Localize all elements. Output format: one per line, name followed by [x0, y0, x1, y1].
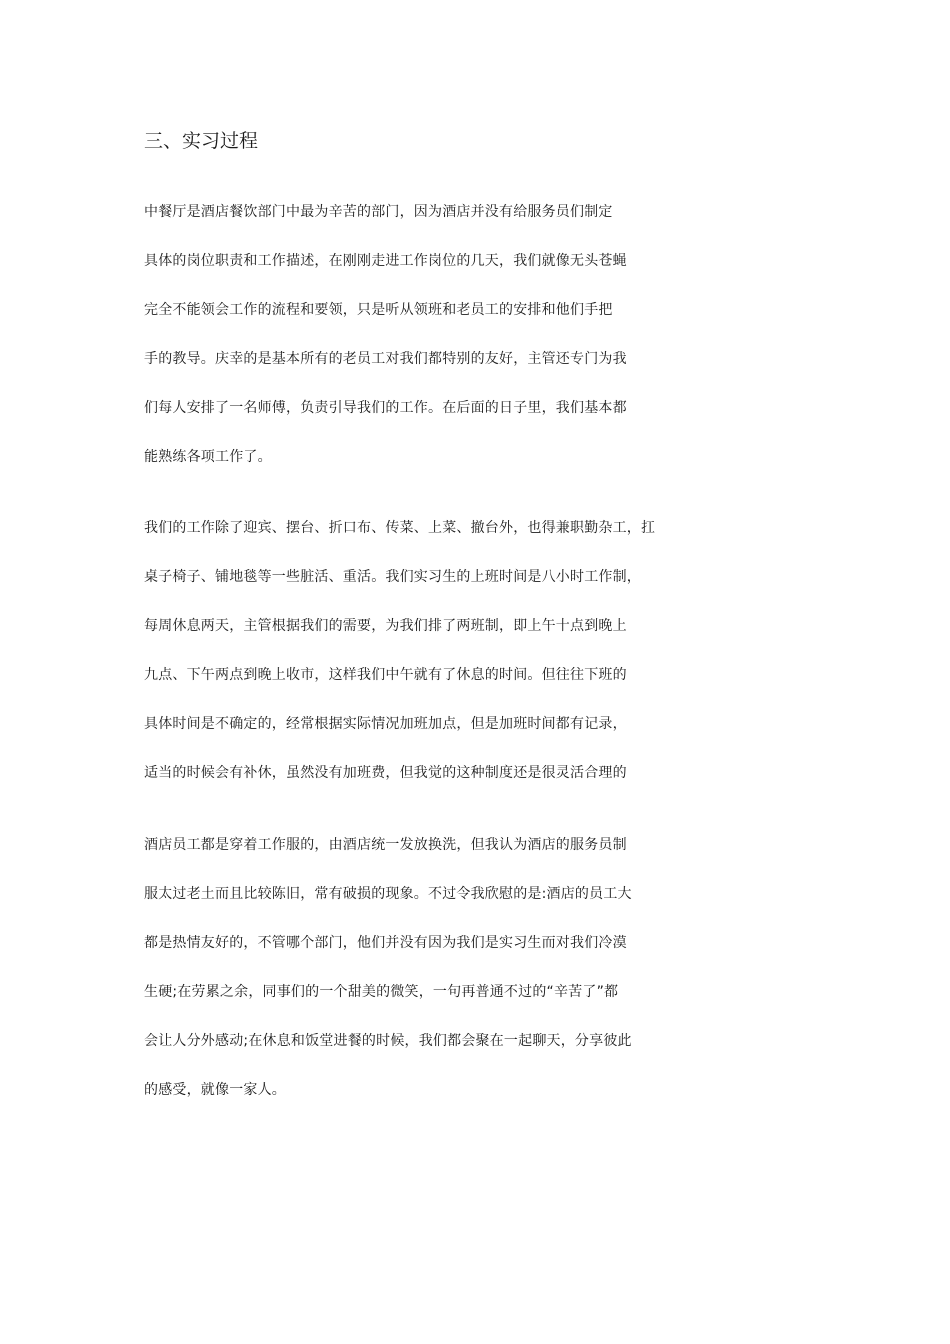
paragraph-line: 九点、下午两点到晚上收市，这样我们中午就有了休息的时间。但往往下班的: [144, 667, 627, 683]
paragraph-line: 生硬;在劳累之余，同事们的一个甜美的微笑，一句再普通不过的“辛苦了”都: [144, 984, 619, 1000]
paragraph-line: 的感受，就像一家人。: [144, 1082, 286, 1098]
section-heading: 三、实习过程: [144, 130, 259, 152]
paragraph-staff-uniform: [144, 830, 814, 1124]
paragraph-line: 适当的时候会有补休，虽然没有加班费，但我觉的这种制度还是很灵活合理的: [144, 765, 627, 781]
paragraph-line: 会让人分外感动;在休息和饭堂进餐的时候，我们都会聚在一起聊天，分享彼此: [144, 1033, 632, 1049]
paragraph-line: 每周休息两天，主管根据我们的需要，为我们排了两班制，即上午十点到晚上: [144, 618, 627, 634]
paragraph-line: 我们的工作除了迎宾、摆台、折口布、传菜、上菜、撤台外，也得兼职勤杂工，扛: [144, 520, 656, 536]
paragraph-line: 服太过老土而且比较陈旧，常有破损的现象。不过令我欣慰的是:酒店的员工大: [144, 886, 632, 902]
paragraph-work-schedule: [144, 513, 814, 807]
paragraph-internship-restaurant: [144, 197, 814, 491]
paragraph-line: 们每人安排了一名师傅，负责引导我们的工作。在后面的日子里，我们基本都: [144, 400, 627, 416]
paragraph-line: 手的教导。庆幸的是基本所有的老员工对我们都特别的友好，主管还专门为我: [144, 351, 627, 367]
paragraph-line: 酒店员工都是穿着工作服的，由酒店统一发放换洗，但我认为酒店的服务员制: [144, 837, 627, 853]
paragraph-line: 桌子椅子、铺地毯等一些脏活、重活。我们实习生的上班时间是八小时工作制，: [144, 569, 641, 585]
paragraph-line: 具体时间是不确定的，经常根据实际情况加班加点，但是加班时间都有记录，: [144, 716, 627, 732]
paragraph-line: 中餐厅是酒店餐饮部门中最为辛苦的部门，因为酒店并没有给服务员们制定: [144, 204, 613, 220]
paragraph-line: 具体的岗位职责和工作描述，在刚刚走进工作岗位的几天，我们就像无头苍蝇: [144, 253, 627, 269]
paragraph-line: 完全不能领会工作的流程和要领，只是听从领班和老员工的安排和他们手把: [144, 302, 613, 318]
paragraph-line: 都是热情友好的，不管哪个部门，他们并没有因为我们是实习生而对我们冷漠: [144, 935, 627, 951]
paragraph-line: 能熟练各项工作了。: [144, 449, 272, 465]
